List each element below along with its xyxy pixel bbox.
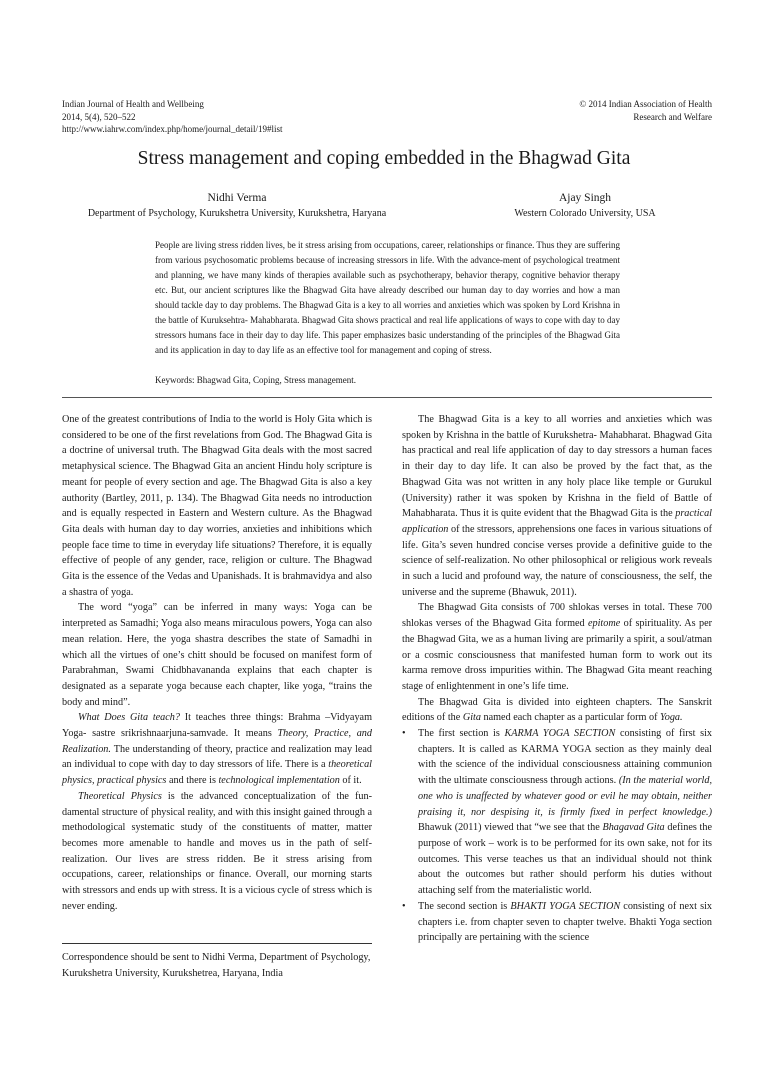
section-divider <box>62 397 712 398</box>
copyright-line-2: Research and Welfare <box>633 111 712 122</box>
italic-text: practical application <box>402 508 712 535</box>
italic-text: What Does Gita teach? <box>78 712 180 724</box>
italic-text: theoretical physics, practical physics <box>62 759 372 787</box>
copyright-header <box>579 98 712 123</box>
author-name: Nidhi Verma <box>207 192 267 204</box>
paragraph: The Bhagwad Gita is a key to all worries and anxieties which was spoken by Krishna in the battle of Kurukshetra- Mahabharat. Bhagwad Gita has practical and real life application of day to day stressors a human faces in their day to day life. It can also be proved by the fact that, as the Bhagwad Gita was not written in any holy place like temple or Gurukul (University) rather it was spoken by Krishna in the field of Battle of Mahabharata. Thus it is quite evident that the Bhagwad Gita is the practical application of the stressors, apprehensions one faces in various situations of life. Gita’s seven hundred concise verses provide a definitive guide to the science of self-realization. No other philosophical or religious work reveals in such a lucid and profound way, the nature of consciousness, the self, the universe and the supreme (Bhawuk, 2011). <box>402 414 712 598</box>
footnote-divider <box>62 943 372 944</box>
paragraph: Theoretical Physics is the advanced conceptualization of the fun-damental structure of physical reality, and with this insight gained through a methodological systematic study of the constituents of matter, matter becomes more amenable to handle and moves us in the path of self-realization. Our lives are stress ridden. Be it stress arising from occupations, career, relationships or finance. Overall, our morning starts with stressors and ends up with stress. It is a vicious cycle of stress which is never ending. <box>62 790 373 912</box>
italic-text: technological implementation <box>218 775 340 787</box>
italic-text: Yoga. <box>660 712 683 724</box>
journal-header <box>62 98 283 136</box>
paragraph: What Does Gita teach? It teaches three things: Brahma –Vidyayam Yoga- sastre srikrishnaarjuna-samvade. It means Theory, Practice, and Realization. The understanding of theory, practice and realization may lead an individual to cope with day to day stressors of life. There is a theoretical physics, practical physics and there is technological implementation of it. <box>62 712 372 787</box>
left-column <box>62 412 372 915</box>
paragraph: The word “yoga” can be inferred in many ways: Yoga can be interpreted as Samadhi; Yoga also means miraculous powers, Yoga can also mean relation. Here, the yoga shastra describes the state of Samadhi in which all the virtues of one’s chitt should be focused on manifest form of Parabrahman, Swami Chidbhavananda explains that each chapter is designated as a separate yoga because each chapter, like yoga, “trains the body and mind”. <box>62 602 372 708</box>
abstract: People are living stress ridden lives, be it stress arising from occupations, career, relationships or finance. Thus they are suffering from various psychosomatic problems because of increasing stressors in life. With the advance-ment of psychological treatment and planning, we have many kinds of therapies available such as psychotherapy, behavior therapy, cognitive behavior therapy etc. But, our ancient scriptures like the Bhagwad Gita have already described our human day to day worries and how a man should tackle day to day problems. The Bhagwad Gita is a key to all worries and anxieties which was spoken by Lord Krishna in the battle of Kuruksehtra- Mahabharata. Bhagwad Gita shows practical and real life applications of ways to cope with day to day stressors humans face in their day to day life. This paper emphasizes basic understanding of the principles of the Bhagwad Gita and its application in day to day life as an effective tool for management and coping of stress. <box>155 240 620 355</box>
author-affiliation: Department of Psychology, Kurukshetra University, Kurukshetra, Haryana <box>87 208 387 219</box>
italic-text: Theoretical Physics <box>78 790 162 802</box>
correspondence-footnote: Correspondence should be sent to Nidhi Verma, Department of Psychology, Kurukshetra University, Kurukshetrea, Haryana, India <box>62 952 371 979</box>
italic-text: Gita <box>462 712 481 724</box>
list-item: • The first section is KARMA YOGA SECTION consisting of first six chapters. It is called as KARMA YOGA section as they mainly deal with the science of the individual consciousness attaining communion with the ultimate consciousness through actions. (In the material world, one who is unaffected by whatever good or evil he may obtain, neither praising it, nor despising it, is firmly fixed in perfect knowledge.) Bhawuk (2011) viewed that “we see that the Bhagavad Gita defines the purpose of work – work is to be performed for its own sake, not for its outcomes. This verse teaches us that an individual should not think about the outcomes but rather should perform his duties without attaching self from the materialistic world. <box>402 728 713 897</box>
author-block-1 <box>62 190 412 222</box>
bullet-icon: • <box>402 900 406 912</box>
journal-volume: 2014, 5(4), 520–522 <box>62 111 136 122</box>
bullet-icon: • <box>402 728 406 740</box>
paragraph: The Bhagwad Gita consists of 700 shlokas verses in total. These 700 shlokas verses of the Bhagwad Gita formed epitome of spirituality. As per the Bhagwad Gita, we as a human living are primarily a spirit, a soul/atman or a cosmic consciousness that manifested human form to work out its karma remove dross impurities within. The Bhagwad Gita meant reaching stage of enlightenment in one’s life time. <box>402 602 712 692</box>
italic-text: Theory, Practice, and Realization. <box>62 728 372 755</box>
author-block-2 <box>460 190 710 222</box>
author-name: Ajay Singh <box>558 192 612 204</box>
journal-url[interactable]: http://www.iahrw.com/index.php/home/journal_detail/19#list <box>62 124 283 134</box>
italic-text: epitome <box>587 618 621 630</box>
paragraph: The Bhagwad Gita is divided into eighteen chapters. The Sanskrit editions of the Gita named each chapter as a particular form of Yoga. <box>402 696 712 724</box>
author-affiliation: Western Colorado University, USA <box>514 208 656 219</box>
list-item: • The second section is BHAKTI YOGA SECTION consisting of next six chapters i.e. from chapter seven to chapter twelve. Bhakti Yoga section principally are pertaining with the science <box>402 900 713 944</box>
copyright-line-1: © 2014 Indian Association of Health <box>579 99 712 109</box>
keywords: Keywords: Bhagwad Gita, Coping, Stress management. <box>155 375 356 385</box>
paragraph: One of the greatest contributions of India to the world is Holy Gita which is considered to be one of the first revelations from God. The Bhagwad Gita is a doctrine of universal truth. The Bhagwad Gita deals with the most sacred metaphysical science. The Bhagwad Gita an ancient Hindu holy scripture is meant for people of every section and age. The Bhagwad Gita is also a key authority (Bartley, 2011, p. 134). The Bhagwad Gita needs no introduction and is equally respected in Eastern and Western culture. As the Bhagwad Gita deals with human day to day worries, anxieties and inhibitions which people face time to time in everyday life situations? Therefore, it is equally effective of people of any gender, race, religion or culture. The Bhagwad Gita is the essence of the Vedas and Upanishads. It is brahmavidya and also a shastra of yoga. <box>62 414 372 598</box>
chapter-list <box>402 726 712 946</box>
right-column <box>402 412 712 946</box>
paper-title: Stress management and coping embedded in the Bhagwad Gita <box>137 148 631 169</box>
journal-name: Indian Journal of Health and Wellbeing <box>62 99 204 109</box>
